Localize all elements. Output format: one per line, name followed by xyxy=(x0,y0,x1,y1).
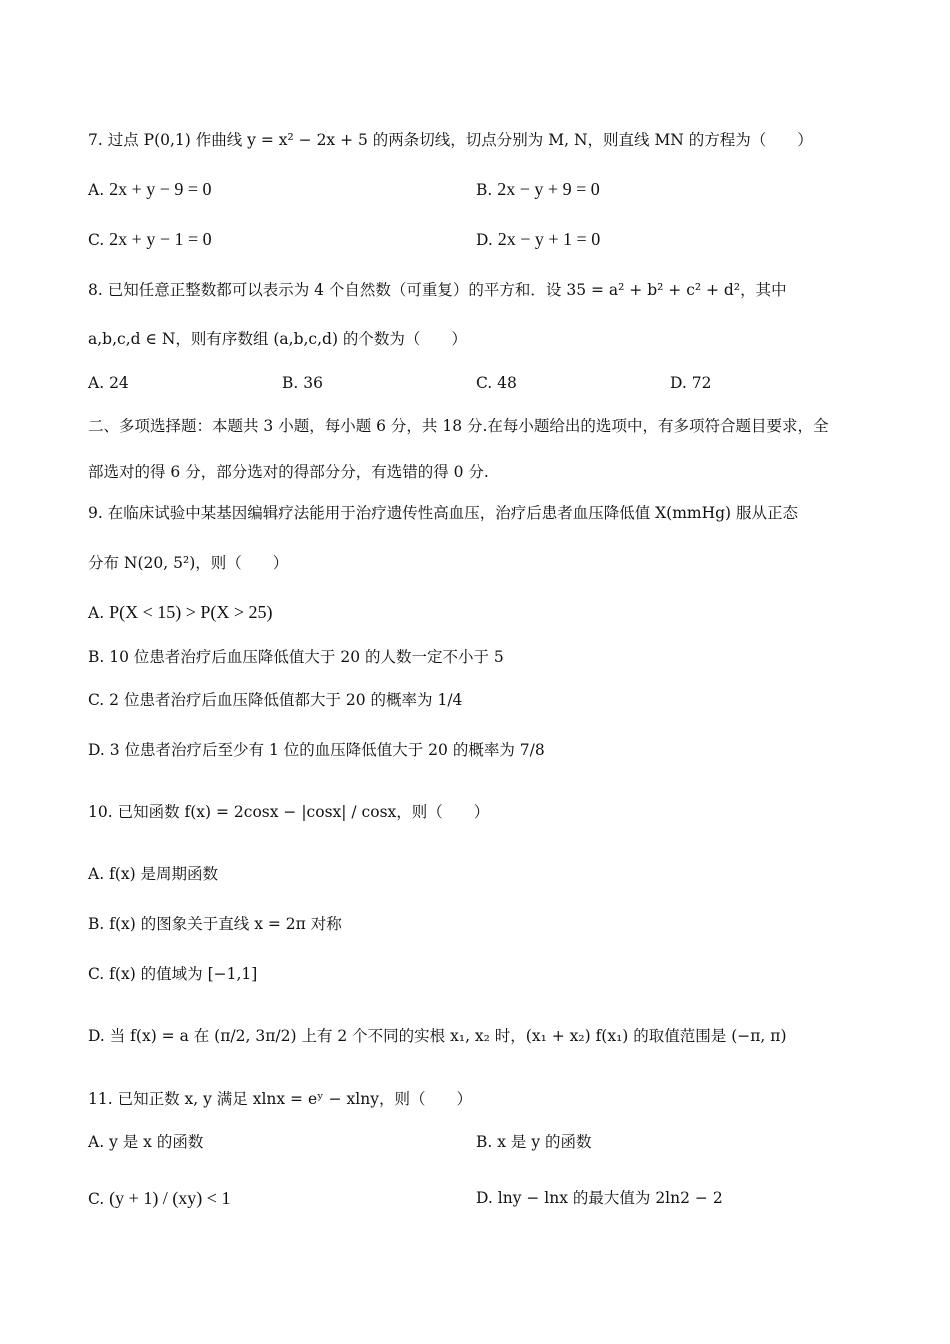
q7-option-d xyxy=(476,227,600,252)
option-key: D. xyxy=(88,741,105,759)
option-key: C. xyxy=(88,691,105,709)
option-key: D. xyxy=(88,1027,105,1045)
option-text: P(X < 15) > P(X > 25) xyxy=(109,602,273,622)
option-key: B. xyxy=(476,1133,493,1151)
q8-option-a xyxy=(88,371,129,395)
q7-stem: 7. 过点 P(0,1) 作曲线 y = x² − 2x + 5 的两条切线，切点分别为 M, N，则直线 MN 的方程为（ ） xyxy=(88,131,813,149)
q9-option-a xyxy=(88,600,273,625)
option-text: 2x − y + 9 = 0 xyxy=(497,179,600,199)
option-key: A. xyxy=(88,1133,105,1151)
option-text: 2x − y + 1 = 0 xyxy=(497,229,601,249)
q10-option-d xyxy=(88,1024,787,1048)
option-text: f(x) 是周期函数 xyxy=(109,865,219,883)
section-2-line1: 二、多项选择题：本题共 3 小题，每小题 6 分，共 18 分.在每小题给出的选项中，有多项符合题目要求，全 xyxy=(88,417,829,435)
q11-option-a xyxy=(88,1130,203,1154)
q9-option-c xyxy=(88,688,462,712)
q10-option-a xyxy=(88,862,218,886)
option-key: A. xyxy=(88,865,105,883)
option-text: 36 xyxy=(303,374,323,392)
option-text: 48 xyxy=(497,374,517,392)
q9-stem-line2: 分布 N(20, 5²)，则（ ） xyxy=(88,554,289,572)
option-key: C. xyxy=(88,965,105,983)
q10-stem: 10. 已知函数 f(x) = 2cosx − |cosx| / cosx，则（ ） xyxy=(88,803,490,821)
option-key: A. xyxy=(88,604,105,622)
option-key: B. xyxy=(88,915,105,933)
q11-option-d xyxy=(476,1186,723,1210)
option-text: 3 位患者治疗后至少有 1 位的血压降低值大于 20 的概率为 7/8 xyxy=(109,741,545,759)
q9-option-b xyxy=(88,645,504,669)
q7-option-a xyxy=(88,177,212,202)
option-text: 2 位患者治疗后血压降低值都大于 20 的概率为 1/4 xyxy=(109,691,463,709)
option-text: y 是 x 的函数 xyxy=(109,1133,204,1151)
option-key: C. xyxy=(88,231,105,249)
q10-option-b xyxy=(88,912,342,936)
option-text: 当 f(x) = a 在 (π/2, 3π/2) 上有 2 个不同的实根 x₁, x₂ 时，(x₁ + x₂) f(x₁) 的取值范围是 (−π, π) xyxy=(109,1027,787,1045)
option-key: D. xyxy=(670,374,687,392)
option-key: B. xyxy=(476,181,493,199)
q8-option-b xyxy=(282,371,323,395)
option-text: f(x) 的值域为 [−1,1] xyxy=(109,965,258,983)
option-text: 24 xyxy=(109,374,129,392)
option-key: D. xyxy=(476,1189,493,1207)
option-key: C. xyxy=(88,1190,105,1208)
q8-stem-line1: 8. 已知任意正整数都可以表示为 4 个自然数（可重复）的平方和．设 35 = a² + b² + c² + d²，其中 xyxy=(88,281,787,299)
q7-option-c xyxy=(88,227,212,252)
q8-option-d xyxy=(670,371,711,395)
q11-option-b xyxy=(476,1130,592,1154)
option-text: 72 xyxy=(691,374,712,392)
option-key: B. xyxy=(88,648,105,666)
option-text: 2x + y − 1 = 0 xyxy=(109,229,212,249)
q11-stem: 11. 已知正数 x, y 满足 xlnx = eʸ − xlny，则（ ） xyxy=(88,1090,472,1108)
option-text: (y + 1) / (xy) < 1 xyxy=(109,1188,231,1208)
option-key: A. xyxy=(88,374,105,392)
q8-option-c xyxy=(476,371,517,395)
option-key: B. xyxy=(282,374,299,392)
q8-stem-line2: a,b,c,d ∈ N，则有序数组 (a,b,c,d) 的个数为（ ） xyxy=(88,330,467,348)
option-text: x 是 y 的函数 xyxy=(497,1133,592,1151)
section-2-line2: 部选对的得 6 分，部分选对的得部分分，有选错的得 0 分. xyxy=(88,463,489,481)
option-text: 2x + y − 9 = 0 xyxy=(109,179,212,199)
q9-stem-line1: 9. 在临床试验中某基因编辑疗法能用于治疗遗传性高血压，治疗后患者血压降低值 X(mmHg) 服从正态 xyxy=(88,504,799,522)
option-key: D. xyxy=(476,231,493,249)
q9-option-d xyxy=(88,738,545,762)
option-text: lny − lnx 的最大值为 2ln2 − 2 xyxy=(497,1189,723,1207)
option-text: f(x) 的图象关于直线 x = 2π 对称 xyxy=(109,915,342,933)
q10-option-c xyxy=(88,962,257,986)
option-text: 10 位患者治疗后血压降低值大于 20 的人数一定不小于 5 xyxy=(109,648,504,666)
option-key: C. xyxy=(476,374,493,392)
option-key: A. xyxy=(88,181,105,199)
q11-option-c xyxy=(88,1186,230,1211)
q7-option-b xyxy=(476,177,600,202)
